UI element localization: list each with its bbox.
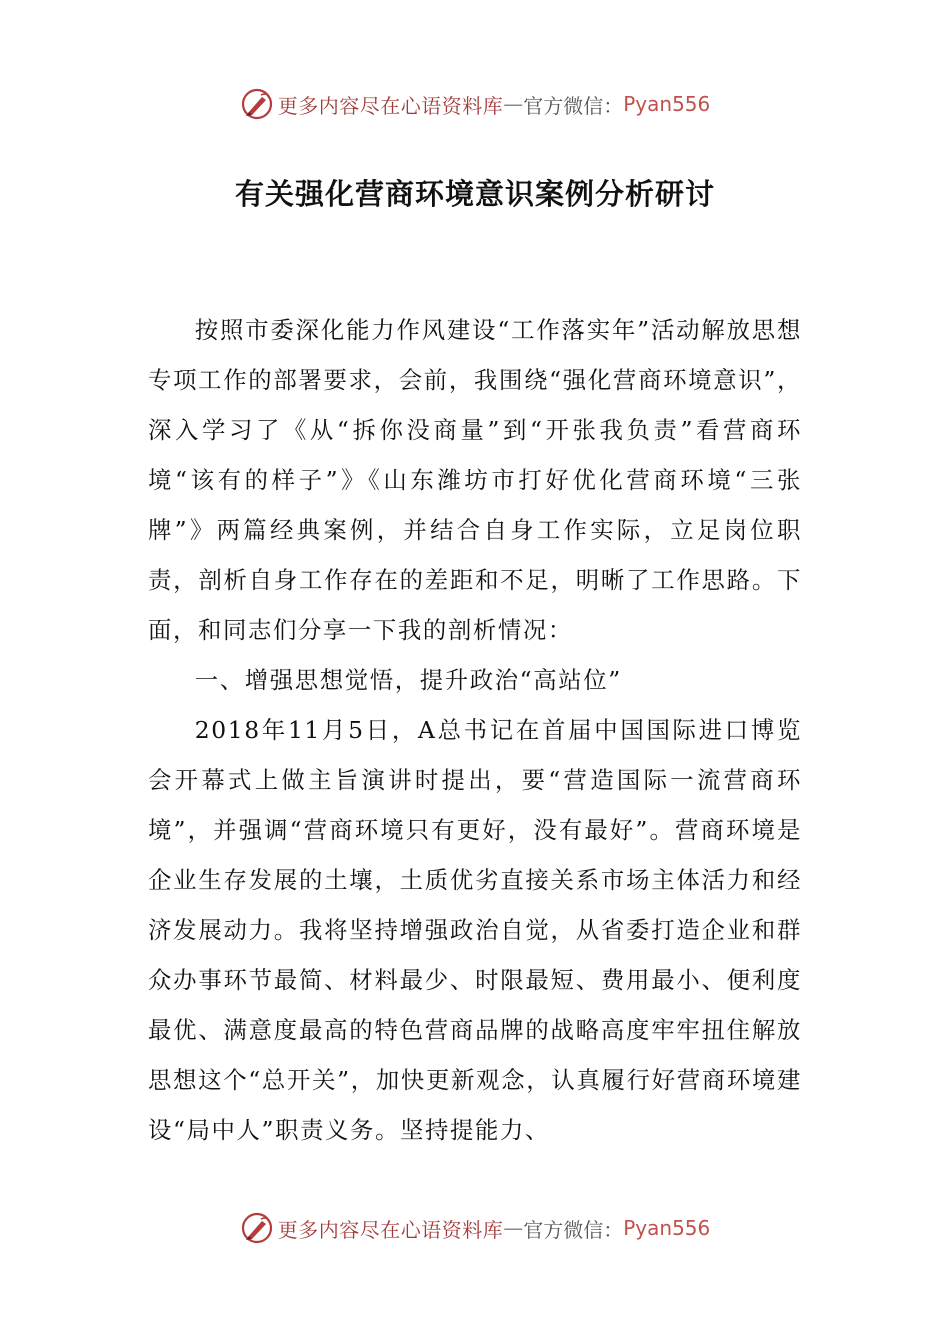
section-heading: 一、增强思想觉悟，提升政治“高站位”: [194, 666, 622, 694]
banner-dash: —: [503, 92, 524, 116]
banner-dash: —: [503, 1216, 524, 1240]
pen-logo-icon: [240, 1211, 274, 1245]
pen-logo-icon: [240, 87, 274, 121]
banner-official-label: 官方微信：: [523, 1217, 624, 1242]
banner-wechat-id: Pyan556: [623, 1216, 711, 1240]
paragraph-intro: 按照市委深化能力作风建设“工作落实年”活动解放思想专项工作的部署要求，会前，我围绕“强化营商环境意识”，深入学习了《从“拆你没商量”到“开张我负责”看营商环境“该有的样子”》《山东潍坊市打好优化营商环境“三张牌”》两篇经典案例，并结合自身工作实际，立足岗位职责，剖析自身工作存在的差距和不足，明晰了工作思路。下面，和同志们分享一下我的剖析情况：: [148, 316, 802, 644]
banner-official-label: 官方微信：: [523, 93, 624, 118]
document-body: [148, 305, 802, 1155]
header-banner: [0, 82, 950, 126]
paragraph-body: 2018年11月5日，A总书记在首届中国国际进口博览会开幕式上做主旨演讲时提出，要“营造国际一流营商环境”，并强调“营商环境只有更好，没有最好”。营商环境是企业生存发展的土壤，土质优劣直接关系市场主体活力和经济发展动力。我将坚持增强政治自觉，从省委打造企业和群众办事环节最简、材料最少、时限最短、费用最小、便利度最优、满意度最高的特色营商品牌的战略高度牢牢扭住解放思想这个“总开关”，加快更新观念，认真履行好营商环境建设“局中人”职责义务。坚持提能力、: [148, 716, 802, 1144]
banner-wechat-id: Pyan556: [623, 92, 711, 116]
banner-site-text: 更多内容尽在心语资料库: [277, 1217, 504, 1242]
footer-banner: [0, 1206, 950, 1250]
banner-site-text: 更多内容尽在心语资料库: [277, 93, 504, 118]
document-title: 有关强化营商环境意识案例分析研讨: [234, 177, 715, 211]
